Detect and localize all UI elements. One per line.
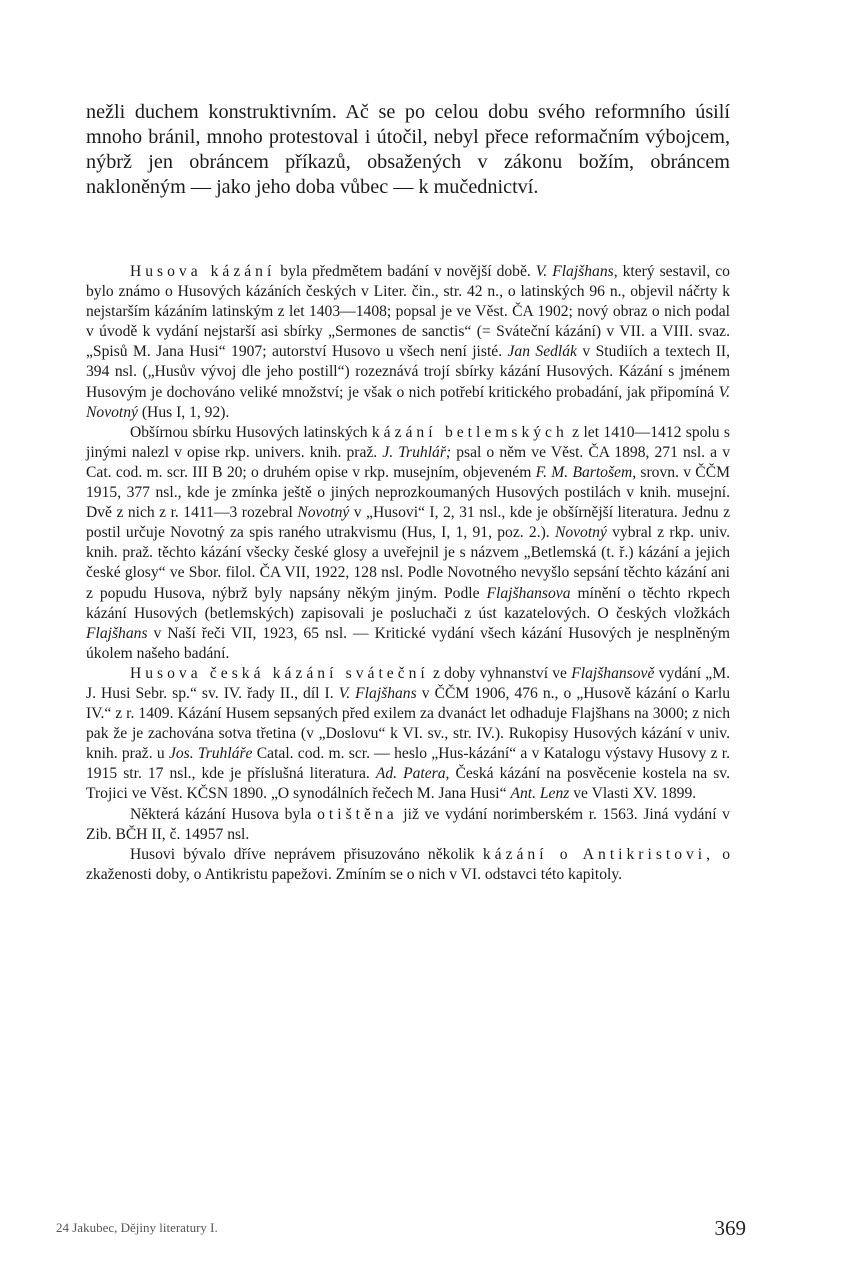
spaced-term: kázání o Antikristovi, [482,845,715,863]
printer-signature: 24 Jakubec, Dějiny literatury I. [56,1220,218,1235]
author-name: Ant. Lenz [510,785,570,803]
author-name: F. M. Bartošem, [535,463,637,481]
literature-notes [86,262,730,885]
author-name: Novotný [297,504,350,522]
note-paragraph-4: Některá kázání Husova byla otištěna již ve vydání norimberském r. 1563. Jiná vydání v Zib. BČH II, č. 14957 nsl. [86,805,730,843]
note-paragraph-1: Husova kázání byla předmětem badání v novější době. V. Flajšhans, který sestavil, co bylo známo o Husových kázáních českých v Liter. čin., str. 42 n., o latinských 96 n., objevil náčrty k nejstarším kázáním latinským z let 1403—1408; popsal je ve Věst. ČA 1902; nový obraz o nich podal v úvodě k vydání nejstarší asi sbírky „Sermones de sanctis“ (= Sváteční kázání) v VII. a VIII. svaz. „Spisů M. Jana Husi“ 1907; autorství Husovo u všech není jisté. Jan Sedlák v Studiích a textech II, 394 nsl. („Husův vývoj dle jeho postill“) rozeznává trojí sbírky kázání Husových. Kázání s jménem Husovým je dochováno veliké množství; je však o nich potřebí kritického probadání, jak připomíná V. Novotný (Hus I, 1, 92). [86,263,730,421]
spaced-term: Husova kázání [130,263,276,280]
author-name: V. Flajšhans [338,684,417,702]
author-name: V. Flajšhans, [535,263,618,280]
page-footer [56,1216,746,1240]
author-name: J. Truhlář; [382,443,452,461]
author-name: Novotný [554,524,607,542]
page-number: 369 [714,1216,746,1240]
note-paragraph-2: Obšírnou sbírku Husových latinských kázání betlemských z let 1410—1412 spolu s jinými nalezl v opise rkp. univers. knih. praž. J. Truhlář; psal o něm ve Věst. ČA 1898, 271 nsl. a v Cat. cod. m. scr. III B 20; o druhém opise v rkp. musejním, objeveném F. M. Bartošem, srovn. v ČČM 1915, 377 nsl., kde je zmínka ještě o jiných neprozkoumaných Husových postilách v knih. musejní. Dvě z nich z r. 1411—3 rozebral Novotný v „Husovi“ I, 2, 31 nsl., kde je obšírnější literatura. Jednu z postil určuje Novotný za spis raného utrakvismu (Hus, I, 1, 91, poz. 2.). Novotný vybral z rkp. univ. knih. praž. těchto kázání všecky české glosy a uveřejnil je s názvem „Betlemská (t. ř.) kázání a jejich české glosy“ ve Sbor. filol. ČA VII, 1922, 128 nsl. Podle Novotného nevyšlo sepsání těchto kázání ani z popudu Husova, nýbrž byly napsány někým jiným. Podle Flajšhansova mínění o těchto rkpech kázání Husových (betlemských) zapisovali je posluchači z úst kazatelových. O českých vložkách Flajšhans v Naší řeči VII, 1923, 65 nsl. — Kritické vydání všech kázání Husových je nesplněným úkolem našeho badání. [86,423,730,662]
author-name: Ad. Patera, [375,765,450,783]
author-name: Jos. Truhláře [168,745,253,763]
spaced-term: otištěna [317,805,398,823]
spaced-term: kázání betlemských [371,423,568,441]
note-paragraph-3: Husova česká kázání sváteční z doby vyhnanství ve Flajšhansově vydání „M. J. Husi Sebr. sp.“ sv. IV. řady II., díl I. V. Flajšhans v ČČM 1906, 476 n., o „Husově kázání o Karlu IV.“ z r. 1409. Kázání Husem sepsaných před exilem za dvanáct let odhaduje Flajšhans na 3000; z nich pak že je zachována sotva třetina (v „Doslovu“ k VI. sv., str. IV.). Rukopisy Husových kázání v univ. knih. praž. u Jos. Truhláře Catal. cod. m. scr. — heslo „Hus-kázání“ a v Katalogu výstavy Husovy z r. 1915 str. 17 nsl., kde je příslušná literatura. Ad. Patera, Česká kázání na posvěcenie kostela na sv. Trojici ve Věst. KČSN 1890. „O synodálních řečech M. Jana Husi“ Ant. Lenz ve Vlasti XV. 1899. [86,664,731,803]
author-name: Flajšhansově [571,664,655,682]
spaced-term: Husova česká kázání sváteční [130,664,429,682]
author-name: Flajšhansova [486,584,571,602]
main-text-block [86,100,730,200]
author-name: V. Novotný [86,383,730,421]
note-paragraph-5: Husovi bývalo dříve neprávem přisuzováno několik kázání o Antikristovi, o zkaženosti doby, o Antikristu papežovi. Zmíním se o nich v VI. odstavci této kapitoly. [86,845,730,883]
main-paragraph: nežli duchem konstruktivním. Ač se po celou dobu svého reformního úsilí mnoho bránil, mnoho protestoval i útočil, nebyl přece reformačním výbojcem, nýbrž jen obráncem příkazů, obsažených v zákonu božím, obráncem nakloněným — jako jeho doba vůbec — k mučednictví. [86,101,730,198]
author-name: Jan Sedlák [507,343,577,361]
author-name: Flajšhans [86,624,148,642]
